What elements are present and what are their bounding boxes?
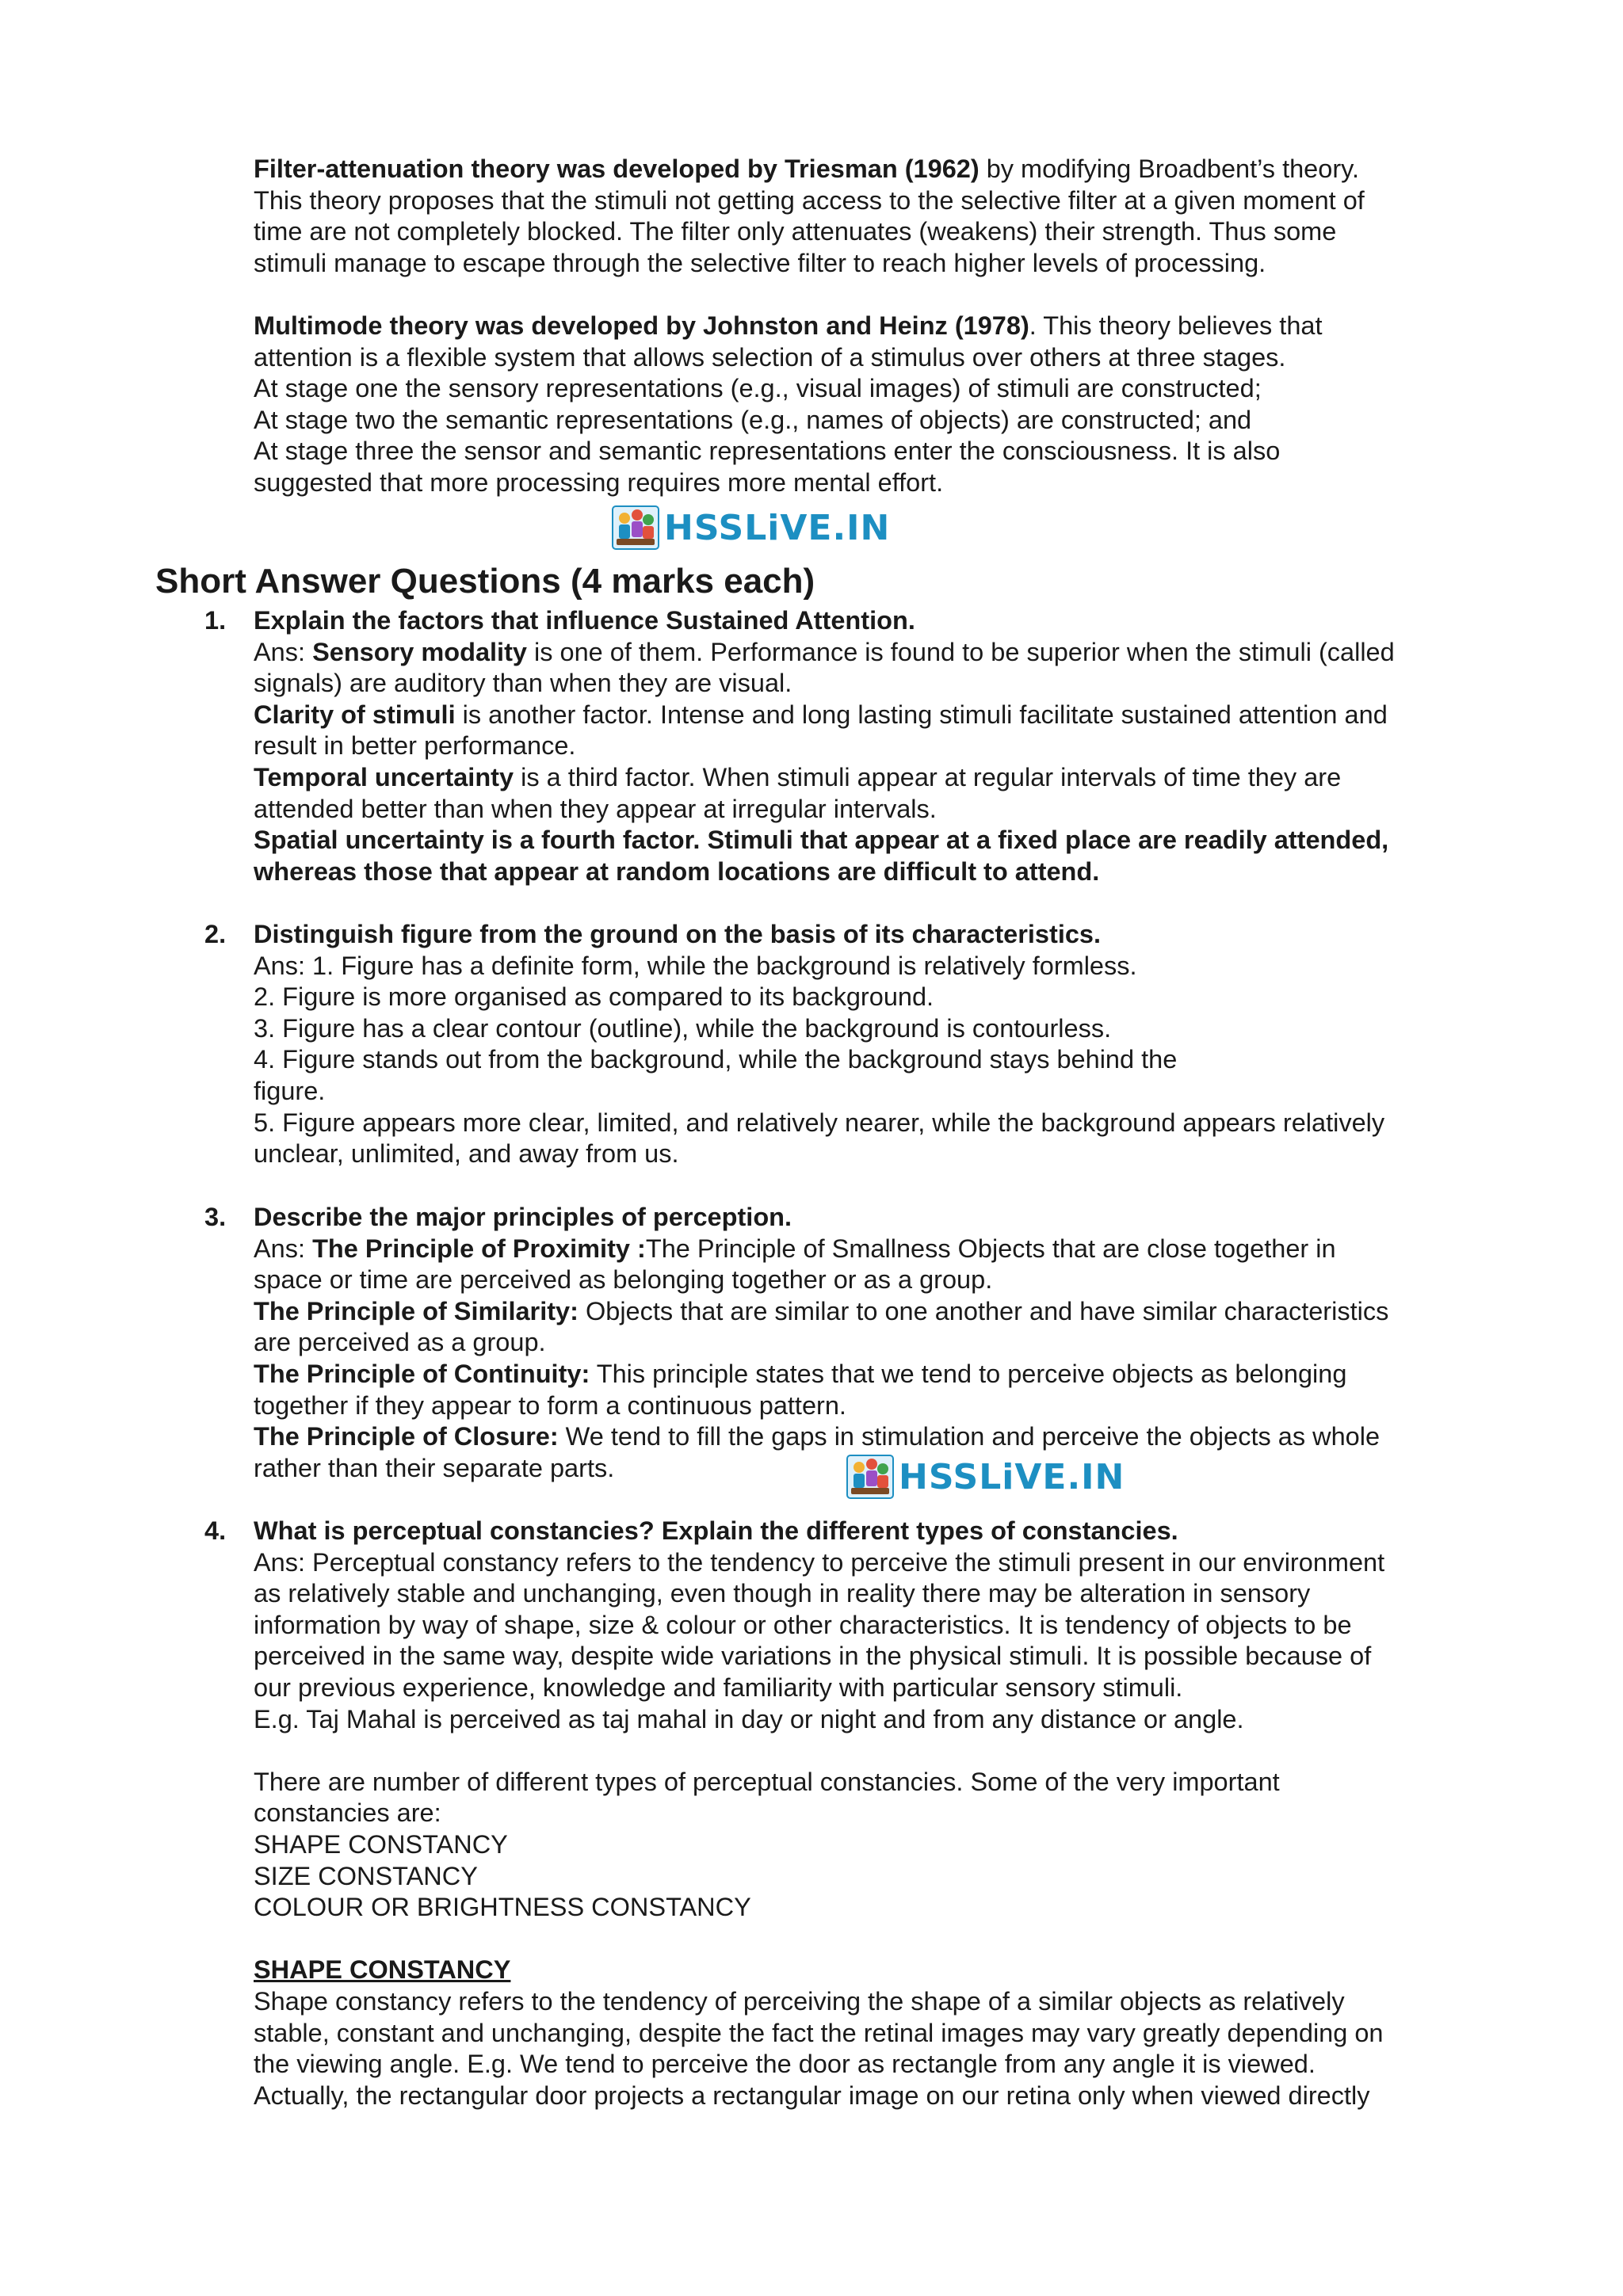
q1-text-3: is a third factor. When stimuli appear at regular intervals of time they are <box>514 762 1342 791</box>
question-4 <box>254 1516 1490 2111</box>
q2-line-3: 3. Figure has a clear contour (outline), while the background is contourless. <box>254 1013 1112 1043</box>
q3-text-1: The Principle of Smallness Objects that are close together in <box>645 1234 1336 1263</box>
q4-types-line-2: constancies are: <box>254 1798 441 1828</box>
q3-line-8: rather than their separate parts. <box>254 1453 615 1482</box>
filter-line-2: time are not completely blocked. The filter only attenuates (weakens) their strength. Thus some <box>254 217 1337 246</box>
shape-line-2: stable, constant and unchanging, despite the fact the retinal images may vary greatly depending on <box>254 2018 1384 2047</box>
q2-line-7: unclear, unlimited, and away from us. <box>254 1139 679 1169</box>
q3-text-2: Objects that are similar to one another and have similar characteristics <box>578 1296 1389 1325</box>
multi-line-5: suggested that more processing requires more mental effort. <box>254 467 944 497</box>
students-icon <box>846 1455 894 1499</box>
q4-line-6: E.g. Taj Mahal is perceived as taj mahal in day or night and from any distance or angle. <box>254 1704 1244 1733</box>
multimode-theory-title: Multimode theory was developed by Johnston and Heinz (1978) <box>254 311 1029 340</box>
q1-line-3 <box>254 700 1490 731</box>
multi-line-4: At stage three the sensor and semantic representations enter the consciousness. It is also <box>254 437 1281 466</box>
q2-number: 2. <box>204 920 227 948</box>
q3-text-3: This principle states that we tend to perceive objects as belonging <box>590 1359 1347 1388</box>
q4-types-line-3: SHAPE CONSTANCY <box>254 1829 508 1859</box>
multi-line-2: At stage one the sensory representations (e.g., visual images) of stimuli are constructed; <box>254 374 1262 403</box>
q1-text-2: is another factor. Intense and long lasting stimuli facilitate sustained attention and <box>455 700 1388 729</box>
question-2 <box>254 919 1490 1170</box>
q3-bold-1: The Principle of Proximity : <box>312 1234 646 1263</box>
shape-line-3: the viewing angle. E.g. We tend to perceive the door as rectangle from any angle it is viewed. <box>254 2050 1316 2079</box>
q2-question <box>254 919 1490 951</box>
q2-line-5: figure. <box>254 1076 326 1105</box>
q1-line-4: result in better performance. <box>254 731 576 761</box>
q3-bold-3: The Principle of Continuity: <box>254 1359 590 1388</box>
q1-line-2: signals) are auditory than when they are visual. <box>254 669 792 698</box>
q3-bold-4: The Principle of Closure: <box>254 1422 559 1451</box>
q4-line-5: our previous experience, knowledge and familiarity with particular sensory stimuli. <box>254 1672 1183 1702</box>
q3-line-2: space or time are perceived as belonging together or as a group. <box>254 1265 993 1295</box>
filter-theory-line <box>254 154 1490 185</box>
q1-question <box>254 605 1490 637</box>
filter-line-3: stimuli manage to escape through the selective filter to reach higher levels of processing. <box>254 248 1266 277</box>
q1-bold-4b: whereas those that appear at random locations are difficult to attend. <box>254 856 1100 886</box>
q3-ans-prefix: Ans: <box>254 1234 313 1263</box>
q2-line-1: Ans: 1. Figure has a definite form, while the background is relatively formless. <box>254 951 1137 980</box>
q2-line-2: 2. Figure is more organised as compared to its background. <box>254 982 934 1012</box>
q3-text-4: We tend to fill the gaps in stimulation and perceive the objects as whole <box>558 1422 1381 1451</box>
q3-line-3 <box>254 1296 1490 1328</box>
q1-line-1 <box>254 637 1490 669</box>
hsslive-logo-2 <box>846 1453 1125 1501</box>
filter-line-1: This theory proposes that the stimuli not getting access to the selective filter at a given moment of <box>254 185 1365 215</box>
q2-line-4: 4. Figure stands out from the background, while the background stays behind the <box>254 1045 1178 1074</box>
q3-question <box>254 1202 1490 1234</box>
q1-bold-4a: Spatial uncertainty is a fourth factor. Stimuli that appear at a fixed place are readily attended, <box>254 826 1389 855</box>
intro-section <box>254 154 1490 499</box>
q1-bold-3: Temporal uncertainty <box>254 762 514 791</box>
q1-text-1: is one of them. Performance is found to be superior when the stimuli (called <box>526 637 1395 666</box>
q1-line-8 <box>254 856 1490 888</box>
q4-number: 4. <box>204 1516 227 1545</box>
q3-question-text: Describe the major principles of perception. <box>254 1203 792 1231</box>
shape-constancy-heading <box>254 1955 1490 1986</box>
logo-text: HSSLiVE.IN <box>664 507 891 548</box>
q1-bold-2: Clarity of stimuli <box>254 700 456 729</box>
q1-ans-prefix: Ans: <box>254 637 313 666</box>
q1-line-6: attended better than when they appear at irregular intervals. <box>254 794 937 823</box>
shape-line-4: Actually, the rectangular door projects a rectangular image on our retina only when viewed directly <box>254 2081 1370 2110</box>
multimode-theory-line <box>254 311 1490 342</box>
q4-line-1: Ans: Perceptual constancy refers to the tendency to perceive the stimuli present in our environment <box>254 1547 1385 1577</box>
q3-line-1 <box>254 1234 1490 1265</box>
q4-line-2: as relatively stable and unchanging, even though in reality there may be alteration in sensory <box>254 1579 1311 1608</box>
question-1 <box>254 605 1490 887</box>
q4-line-3: information by way of shape, size & colour or other characteristics. It is tendency of objects to be <box>254 1610 1352 1639</box>
q1-question-text: Explain the factors that influence Sustained Attention. <box>254 606 915 635</box>
q3-bold-2: The Principle of Similarity: <box>254 1296 579 1325</box>
filter-theory-text: by modifying Broadbent’s theory. <box>979 154 1360 183</box>
q3-number: 3. <box>204 1203 227 1231</box>
q4-question-text: What is perceptual constancies? Explain the different types of constancies. <box>254 1516 1178 1545</box>
q3-line-7 <box>254 1421 1490 1453</box>
q2-question-text: Distinguish figure from the ground on the basis of its characteristics. <box>254 920 1102 948</box>
multi-line-1: attention is a flexible system that allows selection of a stimulus over others at three stages. <box>254 342 1286 372</box>
q1-line-7 <box>254 825 1490 856</box>
q4-line-4: perceived in the same way, despite wide variations in the physical stimuli. It is possible because of <box>254 1642 1372 1671</box>
q3-line-5 <box>254 1359 1490 1390</box>
hsslive-logo <box>612 504 890 551</box>
question-3 <box>254 1202 1490 1484</box>
q4-types-line-1: There are number of different types of perceptual constancies. Some of the very important <box>254 1767 1280 1796</box>
section-heading: Short Answer Questions (4 marks each) <box>155 562 815 601</box>
shape-heading-text: SHAPE CONSTANCY <box>254 1955 511 1985</box>
q1-line-5 <box>254 762 1490 794</box>
q1-bold-1: Sensory modality <box>312 637 527 666</box>
logo-text: HSSLiVE.IN <box>899 1456 1125 1497</box>
multimode-theory-text: . This theory believes that <box>1029 311 1323 340</box>
multi-line-3: At stage two the semantic representations (e.g., names of objects) are constructed; and <box>254 405 1252 434</box>
q2-line-6: 5. Figure appears more clear, limited, and relatively nearer, while the background appears relatively <box>254 1108 1385 1137</box>
filter-theory-title: Filter-attenuation theory was developed by Triesman (1962) <box>254 154 980 183</box>
q4-types-line-4: SIZE CONSTANCY <box>254 1861 478 1890</box>
q3-line-6: together if they appear to form a continuous pattern. <box>254 1390 846 1420</box>
students-icon <box>612 505 659 550</box>
q4-types-line-5: COLOUR OR BRIGHTNESS CONSTANCY <box>254 1893 751 1922</box>
shape-line-1: Shape constancy refers to the tendency of perceiving the shape of a similar objects as relatively <box>254 1986 1345 2016</box>
q3-line-4: are perceived as a group. <box>254 1328 546 1357</box>
q1-number: 1. <box>204 606 227 635</box>
q4-question <box>254 1516 1490 1547</box>
